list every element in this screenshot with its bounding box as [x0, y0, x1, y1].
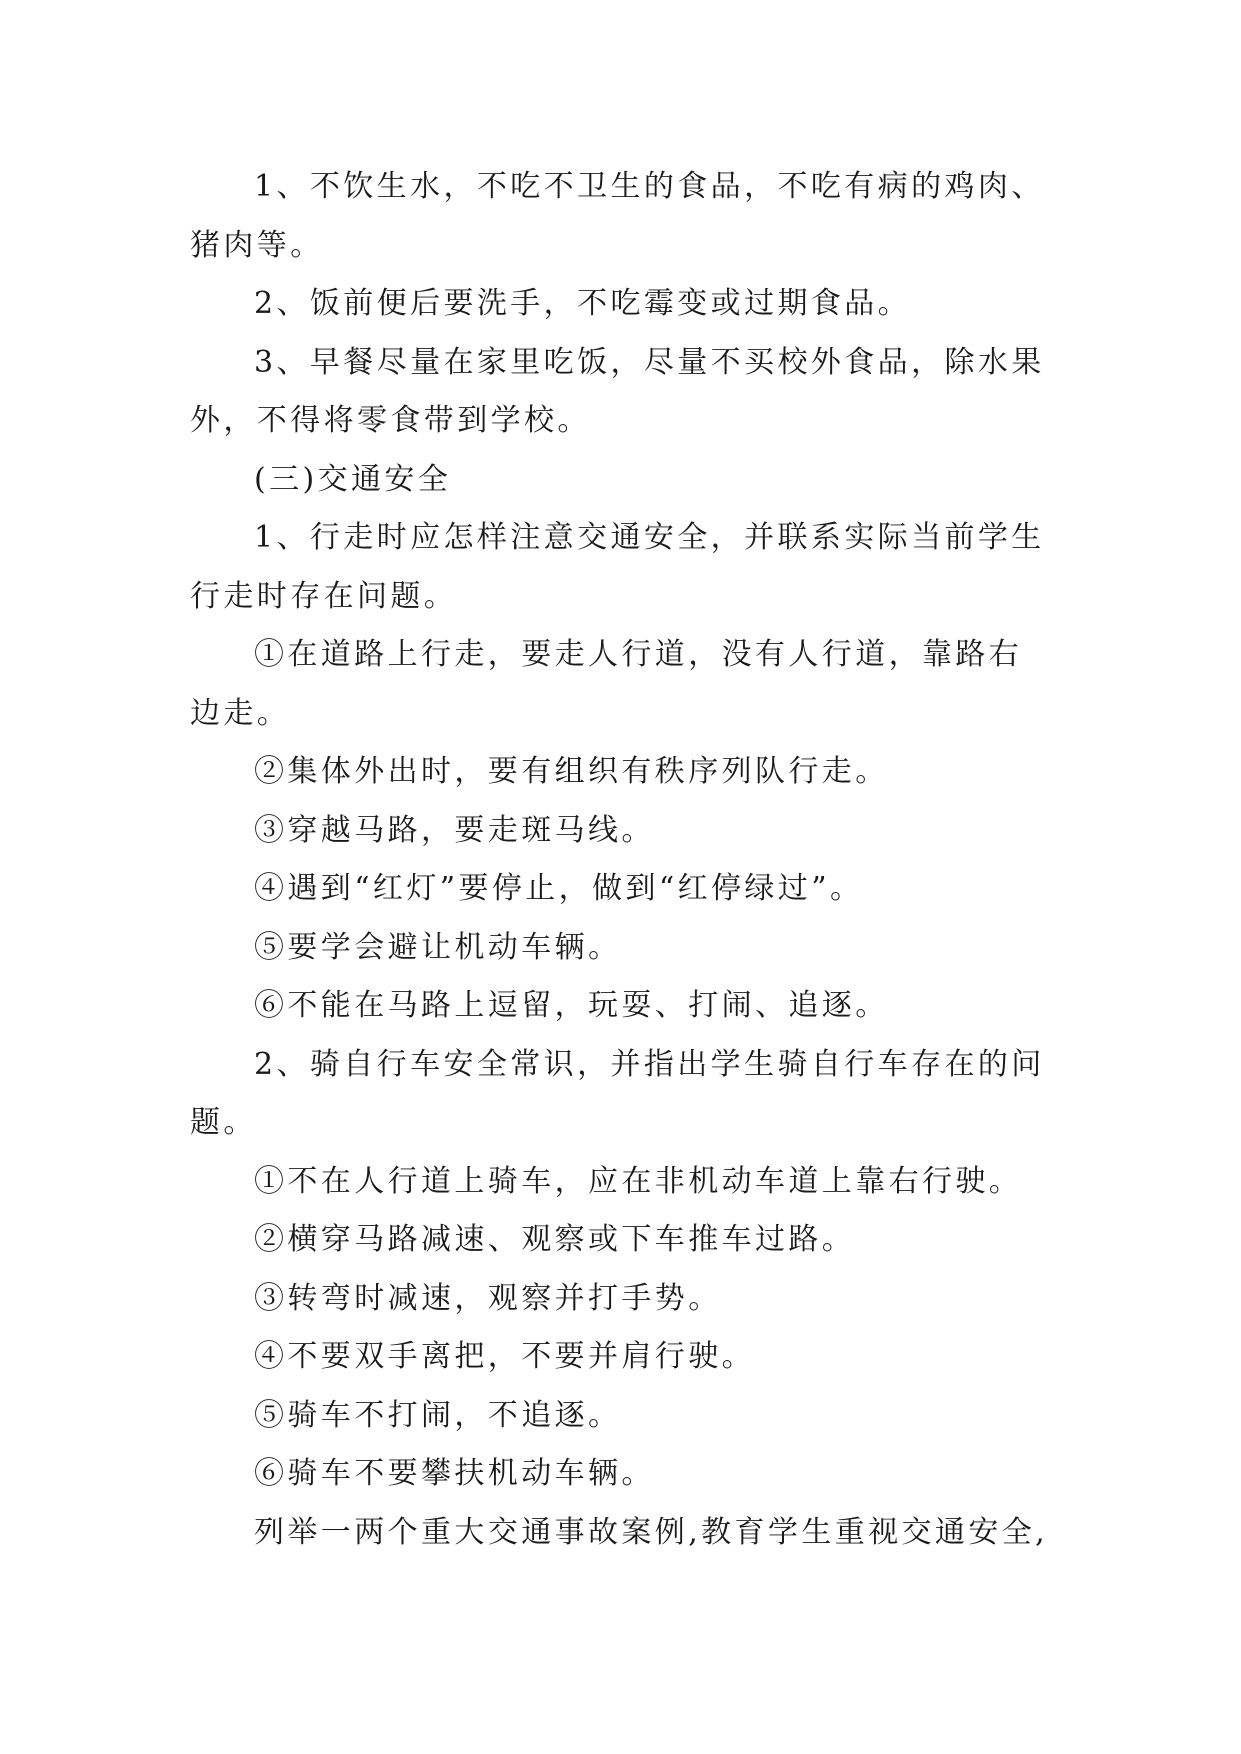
paragraph-accident-cases: 列举一两个重大交通事故案例,教育学生重视交通安全, — [254, 1514, 1049, 1550]
bicycle-rule-1: ①不在人行道上骑车，应在非机动车道上靠右行驶。 — [254, 1163, 1023, 1199]
walking-rule-1: ①在道路上行走，要走人行道，没有人行道，靠路右边走。 — [190, 637, 1023, 731]
document-body — [190, 158, 1050, 1562]
walking-rule-3: ③穿越马路，要走斑马线。 — [254, 812, 655, 848]
paragraph-food-item-1: 1、不饮生水，不吃不卫生的食品，不吃有病的鸡肉、猪肉等。 — [190, 169, 1045, 263]
bicycle-rule-2: ②横穿马路减速、观察或下车推车过路。 — [254, 1222, 856, 1257]
paragraph-food-item-2: 2、饭前便后要洗手，不吃霉变或过期食品。 — [254, 286, 912, 321]
paragraph-bicycle-safety: 2、骑自行车安全常识，并指出学生骑自行车存在的问题。 — [190, 1046, 1045, 1140]
bicycle-rule-4: ④不要双手离把，不要并肩行驶。 — [254, 1339, 755, 1374]
walking-rule-5: ⑤要学会避让机动车辆。 — [254, 929, 622, 965]
bicycle-rule-5: ⑤骑车不打闹，不追逐。 — [254, 1397, 622, 1433]
walking-rule-2: ②集体外出时，要有组织有秩序列队行走。 — [254, 754, 889, 789]
walking-rule-4: ④遇到“红灯”要停止，做到“红停绿过”。 — [254, 871, 864, 906]
paragraph-food-item-3: 3、早餐尽量在家里吃饭，尽量不买校外食品，除水果外，不得将零食带到学校。 — [190, 344, 1045, 438]
bicycle-rule-3: ③转弯时减速，观察并打手势。 — [254, 1280, 722, 1316]
paragraph-walking-safety: 1、行走时应怎样注意交通安全，并联系实际当前学生行走时存在问题。 — [190, 520, 1045, 614]
section-heading-traffic-safety: (三)交通安全 — [254, 461, 452, 497]
bicycle-rule-6: ⑥骑车不要攀扶机动车辆。 — [254, 1456, 655, 1491]
walking-rule-6: ⑥不能在马路上逗留，玩耍、打闹、追逐。 — [254, 988, 889, 1023]
